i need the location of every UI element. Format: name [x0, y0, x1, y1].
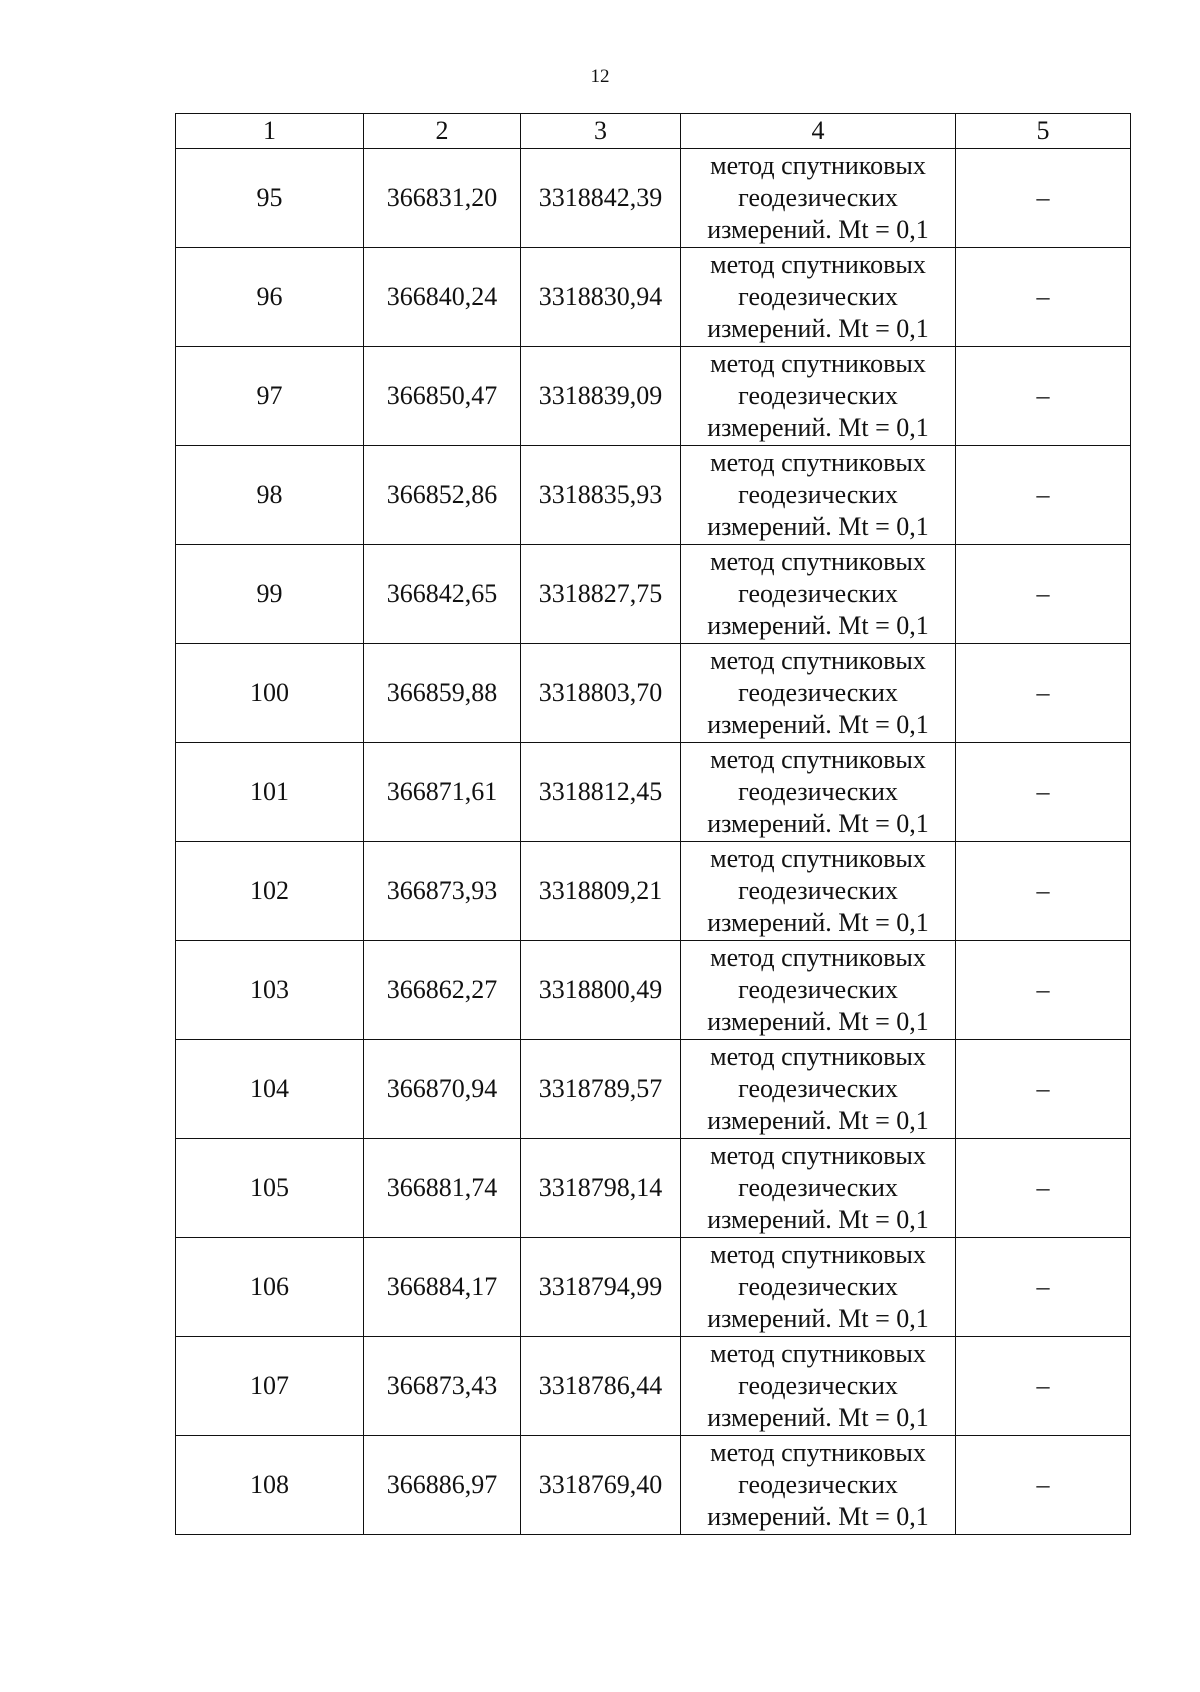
note-cell: – [956, 347, 1131, 446]
method-line: измерений. Mt = 0,1 [707, 215, 929, 244]
method-line: измерений. Mt = 0,1 [707, 908, 929, 937]
coordinate-y-cell: 3318800,49 [521, 941, 681, 1040]
coordinates-table [175, 113, 1131, 1535]
method-cell [681, 545, 956, 644]
method-line: метод спутниковых [710, 1240, 926, 1269]
coordinate-x-cell: 366842,65 [364, 545, 521, 644]
point-number-cell: 101 [176, 743, 364, 842]
point-number-cell: 97 [176, 347, 364, 446]
method-line: измерений. Mt = 0,1 [707, 809, 929, 838]
method-line: геодезических [738, 480, 898, 509]
coordinate-y-cell: 3318835,93 [521, 446, 681, 545]
column-header-2: 2 [364, 114, 521, 149]
note-cell: – [956, 446, 1131, 545]
point-number-cell: 107 [176, 1337, 364, 1436]
table-row [176, 446, 1131, 545]
point-number-cell: 98 [176, 446, 364, 545]
table-row [176, 248, 1131, 347]
method-line: измерений. Mt = 0,1 [707, 314, 929, 343]
method-line: метод спутниковых [710, 1042, 926, 1071]
method-cell [681, 1238, 956, 1337]
coordinate-x-cell: 366881,74 [364, 1139, 521, 1238]
method-cell [681, 941, 956, 1040]
method-line: метод спутниковых [710, 250, 926, 279]
column-header-4: 4 [681, 114, 956, 149]
method-cell [681, 1139, 956, 1238]
note-cell: – [956, 1238, 1131, 1337]
table-row [176, 149, 1131, 248]
column-header-1: 1 [176, 114, 364, 149]
point-number-cell: 108 [176, 1436, 364, 1535]
coordinate-x-cell: 366859,88 [364, 644, 521, 743]
table-row [176, 1238, 1131, 1337]
method-line: метод спутниковых [710, 547, 926, 576]
coordinate-y-cell: 3318794,99 [521, 1238, 681, 1337]
method-line: геодезических [738, 876, 898, 905]
method-cell [681, 743, 956, 842]
table-body [176, 149, 1131, 1535]
method-line: измерений. Mt = 0,1 [707, 1304, 929, 1333]
method-cell [681, 248, 956, 347]
coordinate-x-cell: 366873,43 [364, 1337, 521, 1436]
coordinate-x-cell: 366886,97 [364, 1436, 521, 1535]
method-line: метод спутниковых [710, 349, 926, 378]
table-row [176, 347, 1131, 446]
coordinate-x-cell: 366862,27 [364, 941, 521, 1040]
page-number: 12 [590, 66, 610, 87]
method-line: геодезических [738, 282, 898, 311]
method-line: геодезических [738, 1272, 898, 1301]
note-cell: – [956, 743, 1131, 842]
header-row [176, 114, 1131, 149]
coordinate-y-cell: 3318809,21 [521, 842, 681, 941]
point-number-cell: 95 [176, 149, 364, 248]
coordinate-x-cell: 366852,86 [364, 446, 521, 545]
table-row [176, 1139, 1131, 1238]
column-header-5: 5 [956, 114, 1131, 149]
method-line: геодезических [738, 1173, 898, 1202]
method-line: метод спутниковых [710, 745, 926, 774]
method-cell [681, 446, 956, 545]
table-row [176, 1436, 1131, 1535]
note-cell: – [956, 1040, 1131, 1139]
table-row [176, 644, 1131, 743]
note-cell: – [956, 1139, 1131, 1238]
method-line: метод спутниковых [710, 1438, 926, 1467]
coordinate-y-cell: 3318798,14 [521, 1139, 681, 1238]
method-line: метод спутниковых [710, 646, 926, 675]
method-line: метод спутниковых [710, 1339, 926, 1368]
method-line: метод спутниковых [710, 448, 926, 477]
table-header [176, 114, 1131, 149]
coordinate-y-cell: 3318789,57 [521, 1040, 681, 1139]
coordinate-x-cell: 366884,17 [364, 1238, 521, 1337]
method-cell [681, 149, 956, 248]
column-header-3: 3 [521, 114, 681, 149]
table-row [176, 1040, 1131, 1139]
method-line: метод спутниковых [710, 1141, 926, 1170]
coordinate-y-cell: 3318839,09 [521, 347, 681, 446]
method-line: измерений. Mt = 0,1 [707, 1205, 929, 1234]
method-line: измерений. Mt = 0,1 [707, 1403, 929, 1432]
note-cell: – [956, 545, 1131, 644]
table-row [176, 743, 1131, 842]
method-line: метод спутниковых [710, 943, 926, 972]
table-row [176, 941, 1131, 1040]
point-number-cell: 105 [176, 1139, 364, 1238]
method-line: геодезических [738, 183, 898, 212]
point-number-cell: 102 [176, 842, 364, 941]
method-cell [681, 347, 956, 446]
method-line: измерений. Mt = 0,1 [707, 611, 929, 640]
method-line: геодезических [738, 777, 898, 806]
method-line: измерений. Mt = 0,1 [707, 1502, 929, 1531]
method-line: геодезических [738, 1470, 898, 1499]
method-line: измерений. Mt = 0,1 [707, 512, 929, 541]
method-line: геодезических [738, 381, 898, 410]
coordinate-y-cell: 3318769,40 [521, 1436, 681, 1535]
point-number-cell: 104 [176, 1040, 364, 1139]
method-line: геодезических [738, 1074, 898, 1103]
method-line: измерений. Mt = 0,1 [707, 710, 929, 739]
point-number-cell: 106 [176, 1238, 364, 1337]
coordinate-y-cell: 3318830,94 [521, 248, 681, 347]
method-cell [681, 1040, 956, 1139]
point-number-cell: 103 [176, 941, 364, 1040]
coordinate-y-cell: 3318786,44 [521, 1337, 681, 1436]
method-cell [681, 1337, 956, 1436]
method-line: измерений. Mt = 0,1 [707, 1106, 929, 1135]
coordinate-y-cell: 3318827,75 [521, 545, 681, 644]
point-number-cell: 99 [176, 545, 364, 644]
note-cell: – [956, 248, 1131, 347]
table-row [176, 842, 1131, 941]
coordinate-x-cell: 366831,20 [364, 149, 521, 248]
note-cell: – [956, 149, 1131, 248]
method-line: метод спутниковых [710, 151, 926, 180]
note-cell: – [956, 941, 1131, 1040]
point-number-cell: 100 [176, 644, 364, 743]
note-cell: – [956, 1436, 1131, 1535]
method-line: геодезических [738, 1371, 898, 1400]
method-line: геодезических [738, 579, 898, 608]
coordinate-x-cell: 366840,24 [364, 248, 521, 347]
method-line: измерений. Mt = 0,1 [707, 413, 929, 442]
method-cell [681, 842, 956, 941]
point-number-cell: 96 [176, 248, 364, 347]
coordinate-y-cell: 3318842,39 [521, 149, 681, 248]
note-cell: – [956, 644, 1131, 743]
method-line: измерений. Mt = 0,1 [707, 1007, 929, 1036]
coordinate-x-cell: 366873,93 [364, 842, 521, 941]
table-row [176, 1337, 1131, 1436]
method-line: геодезических [738, 975, 898, 1004]
note-cell: – [956, 842, 1131, 941]
method-line: метод спутниковых [710, 844, 926, 873]
method-line: геодезических [738, 678, 898, 707]
table-row [176, 545, 1131, 644]
coordinate-x-cell: 366870,94 [364, 1040, 521, 1139]
coordinate-y-cell: 3318812,45 [521, 743, 681, 842]
note-cell: – [956, 1337, 1131, 1436]
method-cell [681, 1436, 956, 1535]
coordinate-x-cell: 366850,47 [364, 347, 521, 446]
coordinate-x-cell: 366871,61 [364, 743, 521, 842]
coordinate-y-cell: 3318803,70 [521, 644, 681, 743]
method-cell [681, 644, 956, 743]
